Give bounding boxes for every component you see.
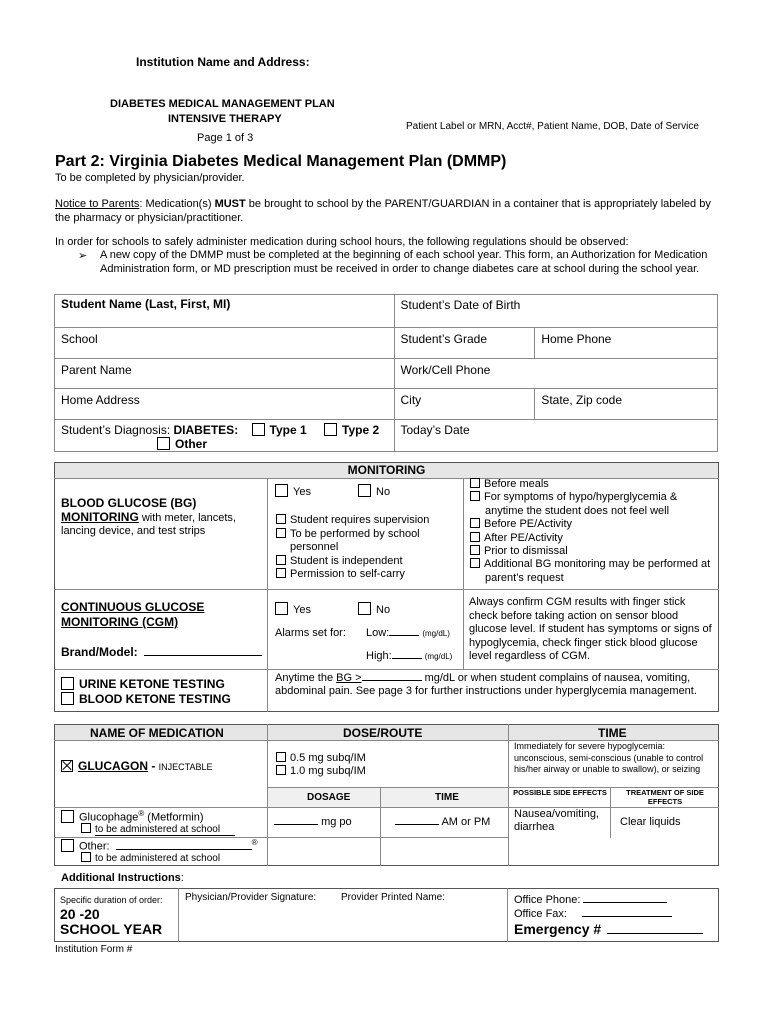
checkbox-icon[interactable]	[81, 852, 91, 862]
alarm-low-field[interactable]	[366, 627, 450, 639]
additional-instructions[interactable]	[61, 872, 184, 884]
bg-time-label: Prior to dismissal	[484, 545, 568, 558]
checkbox-icon[interactable]	[276, 514, 286, 524]
col-medication-name: NAME OF MEDICATION	[90, 726, 224, 740]
office-fax-label: Office Fax:	[514, 908, 567, 920]
metformin-label: (Metformin)	[144, 811, 204, 824]
school-year-label: SCHOOL YEAR	[60, 921, 163, 937]
bg-yes-option[interactable]	[275, 484, 311, 498]
bg-monitoring-desc	[61, 510, 236, 524]
dose-option-2[interactable]	[276, 765, 366, 777]
administered-label: to be administered at school	[95, 853, 221, 864]
checkbox-icon[interactable]	[276, 752, 286, 762]
checkbox-icon[interactable]	[157, 437, 170, 450]
dose-1-label: 0.5 mg subq/IM	[290, 752, 366, 764]
printed-name-label: Provider Printed Name	[341, 892, 443, 903]
city-field[interactable]: City	[394, 389, 535, 420]
bg-options-list	[276, 514, 461, 582]
school-year-range[interactable]: 20 -20	[60, 906, 100, 922]
state-zip-field[interactable]: State, Zip code	[535, 389, 718, 420]
alarms-label: Alarms set for:	[275, 627, 346, 639]
checked-checkbox-icon[interactable]	[61, 760, 73, 772]
registered-mark: ®	[138, 809, 145, 818]
ketone-text-2: mg/dL or when student complains of nausea, vomiting, abdominal pain. See page 3 for further instructions under hyperglycemia management.	[275, 672, 697, 697]
office-phone-field[interactable]	[514, 894, 667, 906]
checkbox-icon[interactable]	[470, 491, 480, 501]
col-time: TIME	[598, 726, 627, 740]
plan-title: DIABETES MEDICAL MANAGEMENT PLAN	[110, 98, 335, 110]
dose-2-label: 1.0 mg subq/IM	[290, 765, 366, 777]
cgm-title-2: MONITORING (CGM)	[61, 615, 179, 629]
bg-times-list	[470, 478, 715, 585]
mg-po-label: mg po	[321, 816, 352, 828]
bg-time-option[interactable]	[470, 545, 715, 558]
page-number: Page 1 of 3	[197, 132, 254, 144]
office-fax-field[interactable]	[514, 908, 672, 920]
emergency-field[interactable]	[514, 921, 703, 937]
bg-time-label: Additional BG monitoring may be performed at parent’s request	[484, 558, 711, 584]
diagnosis-value: DIABETES:	[173, 423, 239, 437]
glucophage-side-effects: Nausea/vomiting, diarrhea	[514, 808, 599, 833]
bg-monitoring-title: BLOOD GLUCOSE (BG)	[61, 496, 197, 510]
bg-option-label: Student is independent	[290, 554, 403, 567]
no-label: No	[376, 486, 391, 498]
glucagon-label: GLUCAGON	[78, 759, 148, 773]
provider-printed-name-field[interactable]	[341, 892, 445, 903]
bg-time-option[interactable]	[470, 518, 715, 531]
checkbox-icon[interactable]	[252, 423, 265, 436]
yes-label: Yes	[293, 604, 311, 616]
urine-ketone-option[interactable]	[61, 677, 225, 691]
bg-time-option[interactable]	[470, 532, 715, 545]
bg-option[interactable]	[276, 568, 461, 582]
checkbox-icon[interactable]	[324, 423, 337, 436]
unit-label: (mg/dL)	[422, 629, 450, 638]
yes-label: Yes	[293, 486, 311, 498]
bg-no-option[interactable]	[358, 484, 390, 498]
bg-monitoring-label: MONITORING	[61, 510, 139, 524]
other-school-option[interactable]	[81, 852, 220, 864]
checkbox-icon[interactable]	[61, 677, 74, 690]
student-info-table	[54, 294, 718, 452]
bg-option[interactable]	[276, 528, 461, 555]
checkbox-icon[interactable]	[61, 839, 74, 852]
glucophage-label: Glucophage	[79, 811, 139, 824]
cgm-yes-option[interactable]	[275, 602, 311, 616]
bg-time-label: After PE/Activity	[484, 531, 563, 544]
other-option[interactable]	[157, 437, 207, 451]
bg-option-label: Student requires supervision	[290, 514, 430, 526]
other-medication-label: Other:	[79, 840, 110, 853]
bg-desc-1: with meter, lancets,	[138, 512, 236, 524]
notice-must: MUST	[214, 198, 246, 210]
bg-option-label: Permission to self-carry	[290, 568, 405, 580]
notice-text-2: be brought to school by the PARENT/GUARDIAN in a container that is appropriately labeled by the pharmacy or physician/practitioner.	[55, 198, 711, 224]
student-name-field[interactable]: Student Name (Last, First, MI)	[55, 295, 395, 328]
checkbox-icon[interactable]	[276, 568, 286, 578]
bg-time-label: Before meals	[484, 478, 549, 490]
checkbox-icon[interactable]	[358, 602, 371, 615]
col-dose-time: TIME	[435, 792, 459, 803]
type1-label: Type 1	[269, 423, 307, 437]
page-title: Part 2: Virginia Diabetes Medical Management Plan (DMMP)	[55, 153, 507, 170]
no-label: No	[376, 604, 391, 616]
colon: :	[442, 892, 445, 903]
administered-label: to be administered at school	[95, 824, 221, 835]
checkbox-icon[interactable]	[470, 518, 480, 528]
other-label: Other	[175, 437, 208, 451]
ketone-text: Anytime the	[275, 672, 337, 684]
am-pm-label: AM or PM	[441, 816, 491, 828]
type2-label: Type 2	[342, 423, 380, 437]
bg-monitoring-desc-2: lancing device, and test strips	[61, 525, 206, 537]
blood-ketone-option[interactable]	[61, 692, 231, 706]
injectable-label: INJECTABLE	[158, 762, 213, 772]
grade-field[interactable]: Student’s Grade	[394, 328, 535, 359]
glucagon-option[interactable]	[61, 759, 213, 773]
parent-name-field[interactable]: Parent Name	[55, 359, 395, 389]
home-phone-field[interactable]: Home Phone	[535, 328, 718, 359]
bullet-arrow-icon: ➢	[78, 250, 88, 262]
ketone-bg: BG >	[336, 672, 362, 684]
bg-time-option[interactable]	[470, 558, 715, 585]
col-side-effects: POSSIBLE SIDE EFFECTS	[513, 788, 607, 797]
blood-ketone-label: BLOOD KETONE TESTING	[79, 692, 231, 706]
brand-model-field[interactable]	[61, 645, 262, 659]
glucagon-time: Immediately for severe hypoglycemia: unconscious, semi-conscious (unable to control his/her airway or unable to swallow), or seizing	[514, 741, 704, 774]
diagnosis-cell	[55, 420, 395, 452]
bg-time-option[interactable]	[470, 491, 715, 518]
checkbox-icon[interactable]	[81, 823, 91, 833]
glucophage-option[interactable]	[61, 809, 204, 824]
glucophage-time-field[interactable]	[395, 816, 490, 828]
checkbox-icon[interactable]	[61, 692, 74, 705]
duration-label: Specific duration of order:	[60, 895, 163, 905]
cgm-note: Always confirm CGM results with finger stick check before taking action on sensor blood glucose level. If student has symptoms or signs of hypoglycemia, check finger stick blood glucose level regardless of CGM.	[469, 596, 712, 663]
checkbox-icon[interactable]	[470, 532, 480, 542]
monitoring-header: MONITORING	[55, 463, 718, 478]
high-label: High:	[366, 650, 392, 662]
registered-mark: ®	[251, 838, 258, 847]
bg-time-label: Before PE/Activity	[484, 518, 573, 531]
checkbox-icon[interactable]	[275, 484, 288, 497]
col-dosage: DOSAGE	[307, 792, 351, 803]
dose-option-1[interactable]	[276, 752, 366, 764]
regulations-intro: In order for schools to safely administer medication during school hours, the following regulations should be observed:	[55, 236, 629, 248]
checkbox-icon[interactable]	[358, 484, 371, 497]
brand-model-label: Brand/Model:	[61, 645, 138, 659]
glucagon-dash: -	[148, 759, 159, 773]
student-dob-field[interactable]: Student’s Date of Birth	[394, 295, 718, 328]
checkbox-icon[interactable]	[470, 478, 480, 488]
notice-to-parents	[55, 197, 720, 225]
alarm-high-field[interactable]	[366, 650, 452, 662]
school-field[interactable]: School	[55, 328, 395, 359]
checkbox-icon[interactable]	[470, 558, 480, 568]
type1-option[interactable]	[252, 423, 307, 437]
glucophage-treatment: Clear liquids	[620, 816, 681, 828]
patient-label: Patient Label or MRN, Acct#, Patient Name, DOB, Date of Service	[406, 121, 699, 132]
additional-label: Additional Instructions	[61, 872, 181, 884]
checkbox-icon[interactable]	[470, 545, 480, 555]
bg-option[interactable]	[276, 555, 461, 569]
bg-time-label: For symptoms of hypo/hyperglycemia & anytime the student does not feel well	[484, 491, 678, 517]
glucophage-dose-field[interactable]	[274, 816, 352, 828]
col-dose-route: DOSE/ROUTE	[343, 726, 423, 740]
ketone-instructions	[275, 672, 715, 698]
checkbox-icon[interactable]	[275, 602, 288, 615]
cgm-no-option[interactable]	[358, 602, 390, 616]
plan-subtitle: INTENSIVE THERAPY	[168, 113, 282, 125]
page-subtitle: To be completed by physician/provider.	[55, 172, 245, 184]
home-address-field[interactable]: Home Address	[55, 389, 395, 420]
unit-label: (mg/dL)	[424, 652, 453, 661]
other-medication-option[interactable]	[61, 838, 257, 853]
cgm-title: CONTINUOUS GLUCOSE	[61, 600, 205, 614]
colon: :	[180, 872, 184, 884]
bg-option-label: To be performed by school personnel	[290, 527, 420, 553]
col-treatment: TREATMENT OF SIDE EFFECTS	[626, 788, 704, 806]
type2-option[interactable]	[324, 423, 379, 437]
office-phone-label: Office Phone:	[514, 894, 581, 906]
bg-option[interactable]	[276, 514, 461, 528]
urine-ketone-label: URINE KETONE TESTING	[79, 677, 225, 691]
institution-label: Institution Name and Address:	[136, 55, 310, 69]
bg-time-option[interactable]	[470, 478, 715, 491]
dosage-header-bg	[268, 788, 508, 807]
emergency-label: Emergency #	[514, 921, 602, 937]
physician-signature-field[interactable]: Physician/Provider Signature:	[185, 892, 317, 903]
checkbox-icon[interactable]	[276, 555, 286, 565]
todays-date-field[interactable]: Today’s Date	[394, 420, 718, 452]
regulations-bullet: A new copy of the DMMP must be completed at the beginning of each school year. This form, an Authorization for Medication Administration form, or MD prescription must be received in order to change diabetes care at school during the school year.	[100, 249, 708, 275]
notice-text: : Medication(s)	[139, 198, 215, 210]
low-label: Low:	[366, 627, 390, 639]
checkbox-icon[interactable]	[61, 810, 74, 823]
notice-label: Notice to Parents	[55, 198, 140, 210]
checkbox-icon[interactable]	[276, 765, 286, 775]
institution-form-number: Institution Form #	[55, 944, 133, 955]
checkbox-icon[interactable]	[276, 528, 286, 538]
glucophage-school-option[interactable]	[81, 823, 235, 836]
work-phone-field[interactable]: Work/Cell Phone	[394, 359, 718, 389]
diagnosis-label: Student’s Diagnosis:	[61, 423, 174, 437]
